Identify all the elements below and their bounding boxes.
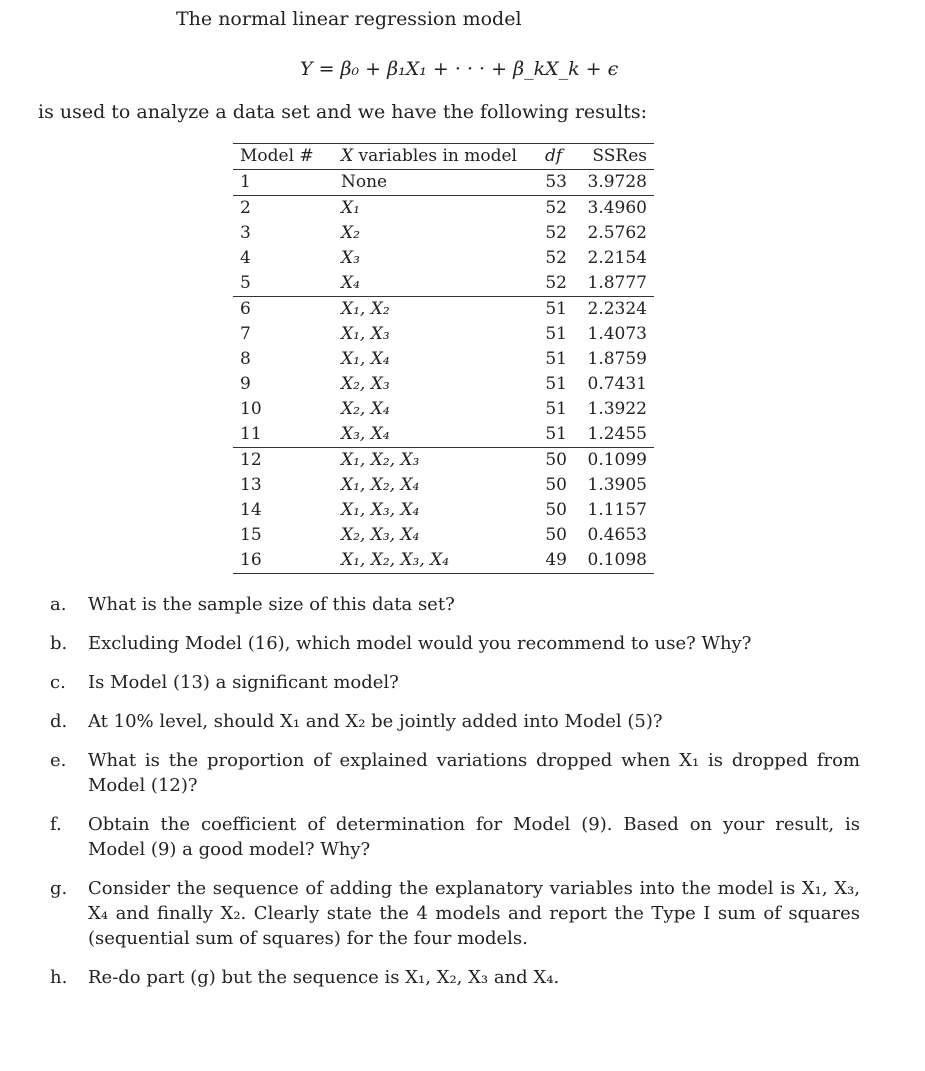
- table-row: [233, 196, 654, 222]
- header-df: df: [538, 144, 574, 170]
- model-number-cell: 10: [240, 399, 262, 419]
- question-text: Re-do part (g) but the sequence is X₁, X₂, X₃ and X₄.: [88, 967, 560, 988]
- model-number-cell: 13: [240, 475, 262, 495]
- table-row: [233, 221, 654, 246]
- intro-text: The normal linear regression model: [176, 8, 522, 30]
- df-cell: 52: [545, 198, 567, 218]
- results-table: [233, 143, 654, 574]
- df-cell: 51: [545, 324, 567, 344]
- table-row: [233, 297, 654, 323]
- question-text: Consider the sequence of adding the explanatory variables into the model is X₁, X₃, X₄ and finally X₂. Clearly state the 4 models and report the Type I sum of squares (sequential sum of squares) for the four models.: [88, 878, 860, 949]
- df-cell: 49: [538, 548, 574, 574]
- ssres-cell: 1.4073: [587, 324, 647, 344]
- x-variables-cell: X₁, X₂, X₃, X₄: [334, 548, 538, 574]
- table-row: [233, 246, 654, 271]
- x-variables-cell: X₁, X₂, X₃: [341, 450, 420, 470]
- ssres-cell: 2.2324: [587, 299, 647, 319]
- header-ssres: SSRes: [574, 144, 654, 170]
- ssres-cell: 1.8759: [587, 349, 647, 369]
- header-xvars-symbol: X: [341, 146, 354, 166]
- question-text: Is Model (13) a significant model?: [88, 672, 399, 693]
- question-text: What is the sample size of this data set?: [88, 594, 455, 615]
- x-variables-cell: X₁, X₃: [341, 324, 390, 344]
- table-row: [233, 473, 654, 498]
- x-variables-cell: X₄: [334, 271, 538, 297]
- df-cell: 51: [538, 422, 574, 448]
- x-variables-cell: X₂, X₄: [341, 399, 390, 419]
- x-variables-cell: X₁, X₄: [341, 349, 390, 369]
- ssres-cell: 0.1098: [574, 548, 654, 574]
- x-variables-cell: X₂, X₃: [341, 374, 390, 394]
- ssres-cell: 1.1157: [587, 500, 647, 520]
- header-xvars: [334, 144, 538, 170]
- x-variables-cell: X₁: [341, 198, 360, 218]
- question-item: [50, 812, 860, 862]
- ssres-cell: 3.9728: [574, 170, 654, 196]
- table-row: [233, 170, 654, 196]
- question-label: f.: [50, 814, 62, 835]
- model-number-cell: 5: [233, 271, 334, 297]
- model-number-cell: 2: [240, 198, 251, 218]
- df-cell: 51: [545, 374, 567, 394]
- question-item: [50, 592, 860, 617]
- df-cell: 50: [545, 525, 567, 545]
- question-label: c.: [50, 672, 66, 693]
- table-row: [233, 422, 654, 448]
- ssres-cell: 1.3905: [587, 475, 647, 495]
- header-model: Model #: [233, 144, 334, 170]
- header-xvars-rest: variables in model: [353, 146, 517, 166]
- question-item: [50, 670, 860, 695]
- ssres-cell: 3.4960: [587, 198, 647, 218]
- df-cell: 52: [538, 271, 574, 297]
- question-label: g.: [50, 878, 68, 899]
- question-text: Excluding Model (16), which model would you recommend to use? Why?: [88, 633, 752, 654]
- question-label: a.: [50, 594, 67, 615]
- x-variables-cell: X₃: [341, 248, 360, 268]
- ssres-cell: 0.1099: [587, 450, 647, 470]
- x-variables-cell: X₁, X₂, X₄: [341, 475, 420, 495]
- x-variables-cell: X₂: [341, 223, 360, 243]
- question-label: h.: [50, 967, 68, 988]
- question-text: Obtain the coefficient of determination for Model (9). Based on your result, is Model (9) a good model? Why?: [88, 814, 860, 860]
- regression-equation: Y = β₀ + β₁X₁ + · · · + β_kX_k + ϵ: [300, 58, 619, 80]
- ssres-cell: 2.2154: [587, 248, 647, 268]
- question-text: At 10% level, should X₁ and X₂ be jointly added into Model (5)?: [88, 711, 663, 732]
- question-label: d.: [50, 711, 68, 732]
- model-number-cell: 9: [240, 374, 251, 394]
- df-cell: 50: [545, 500, 567, 520]
- df-cell: 50: [545, 475, 567, 495]
- question-label: e.: [50, 750, 67, 771]
- x-variables-cell: X₁, X₃, X₄: [341, 500, 420, 520]
- table-row: [233, 448, 654, 474]
- model-number-cell: 3: [240, 223, 251, 243]
- model-number-cell: 7: [240, 324, 251, 344]
- question-item: [50, 876, 860, 951]
- ssres-cell: 1.8777: [574, 271, 654, 297]
- ssres-cell: 0.4653: [587, 525, 647, 545]
- ssres-cell: 2.5762: [587, 223, 647, 243]
- df-cell: 50: [545, 450, 567, 470]
- df-cell: 53: [538, 170, 574, 196]
- ssres-cell: 0.7431: [587, 374, 647, 394]
- df-cell: 52: [545, 223, 567, 243]
- table-row: [233, 372, 654, 397]
- df-cell: 51: [545, 349, 567, 369]
- table-row: [233, 347, 654, 372]
- question-list: [50, 592, 860, 1004]
- model-number-cell: 14: [240, 500, 262, 520]
- x-variables-cell: X₂, X₃, X₄: [341, 525, 420, 545]
- ssres-cell: 1.3922: [587, 399, 647, 419]
- table-row: [233, 271, 654, 297]
- x-variables-cell: X₁, X₂: [341, 299, 390, 319]
- model-number-cell: 12: [240, 450, 262, 470]
- model-number-cell: 4: [240, 248, 251, 268]
- df-cell: 51: [545, 299, 567, 319]
- model-number-cell: 16: [233, 548, 334, 574]
- table-row: [233, 397, 654, 422]
- model-number-cell: 8: [240, 349, 251, 369]
- x-variables-cell: None: [334, 170, 538, 196]
- question-label: b.: [50, 633, 68, 654]
- df-cell: 52: [545, 248, 567, 268]
- question-item: [50, 748, 860, 798]
- table-row: [233, 322, 654, 347]
- df-cell: 51: [545, 399, 567, 419]
- table-row: [233, 548, 654, 574]
- question-text: What is the proportion of explained variations dropped when X₁ is dropped from Model (12)?: [88, 750, 860, 796]
- table-row: [233, 498, 654, 523]
- model-number-cell: 11: [233, 422, 334, 448]
- question-item: [50, 965, 860, 990]
- table-header-row: [233, 144, 654, 170]
- question-item: [50, 709, 860, 734]
- model-number-cell: 6: [240, 299, 251, 319]
- lead-text: is used to analyze a data set and we have the following results:: [38, 101, 648, 123]
- ssres-cell: 1.2455: [574, 422, 654, 448]
- x-variables-cell: X₃, X₄: [334, 422, 538, 448]
- table-row: [233, 523, 654, 548]
- model-number-cell: 1: [233, 170, 334, 196]
- question-item: [50, 631, 860, 656]
- model-number-cell: 15: [240, 525, 262, 545]
